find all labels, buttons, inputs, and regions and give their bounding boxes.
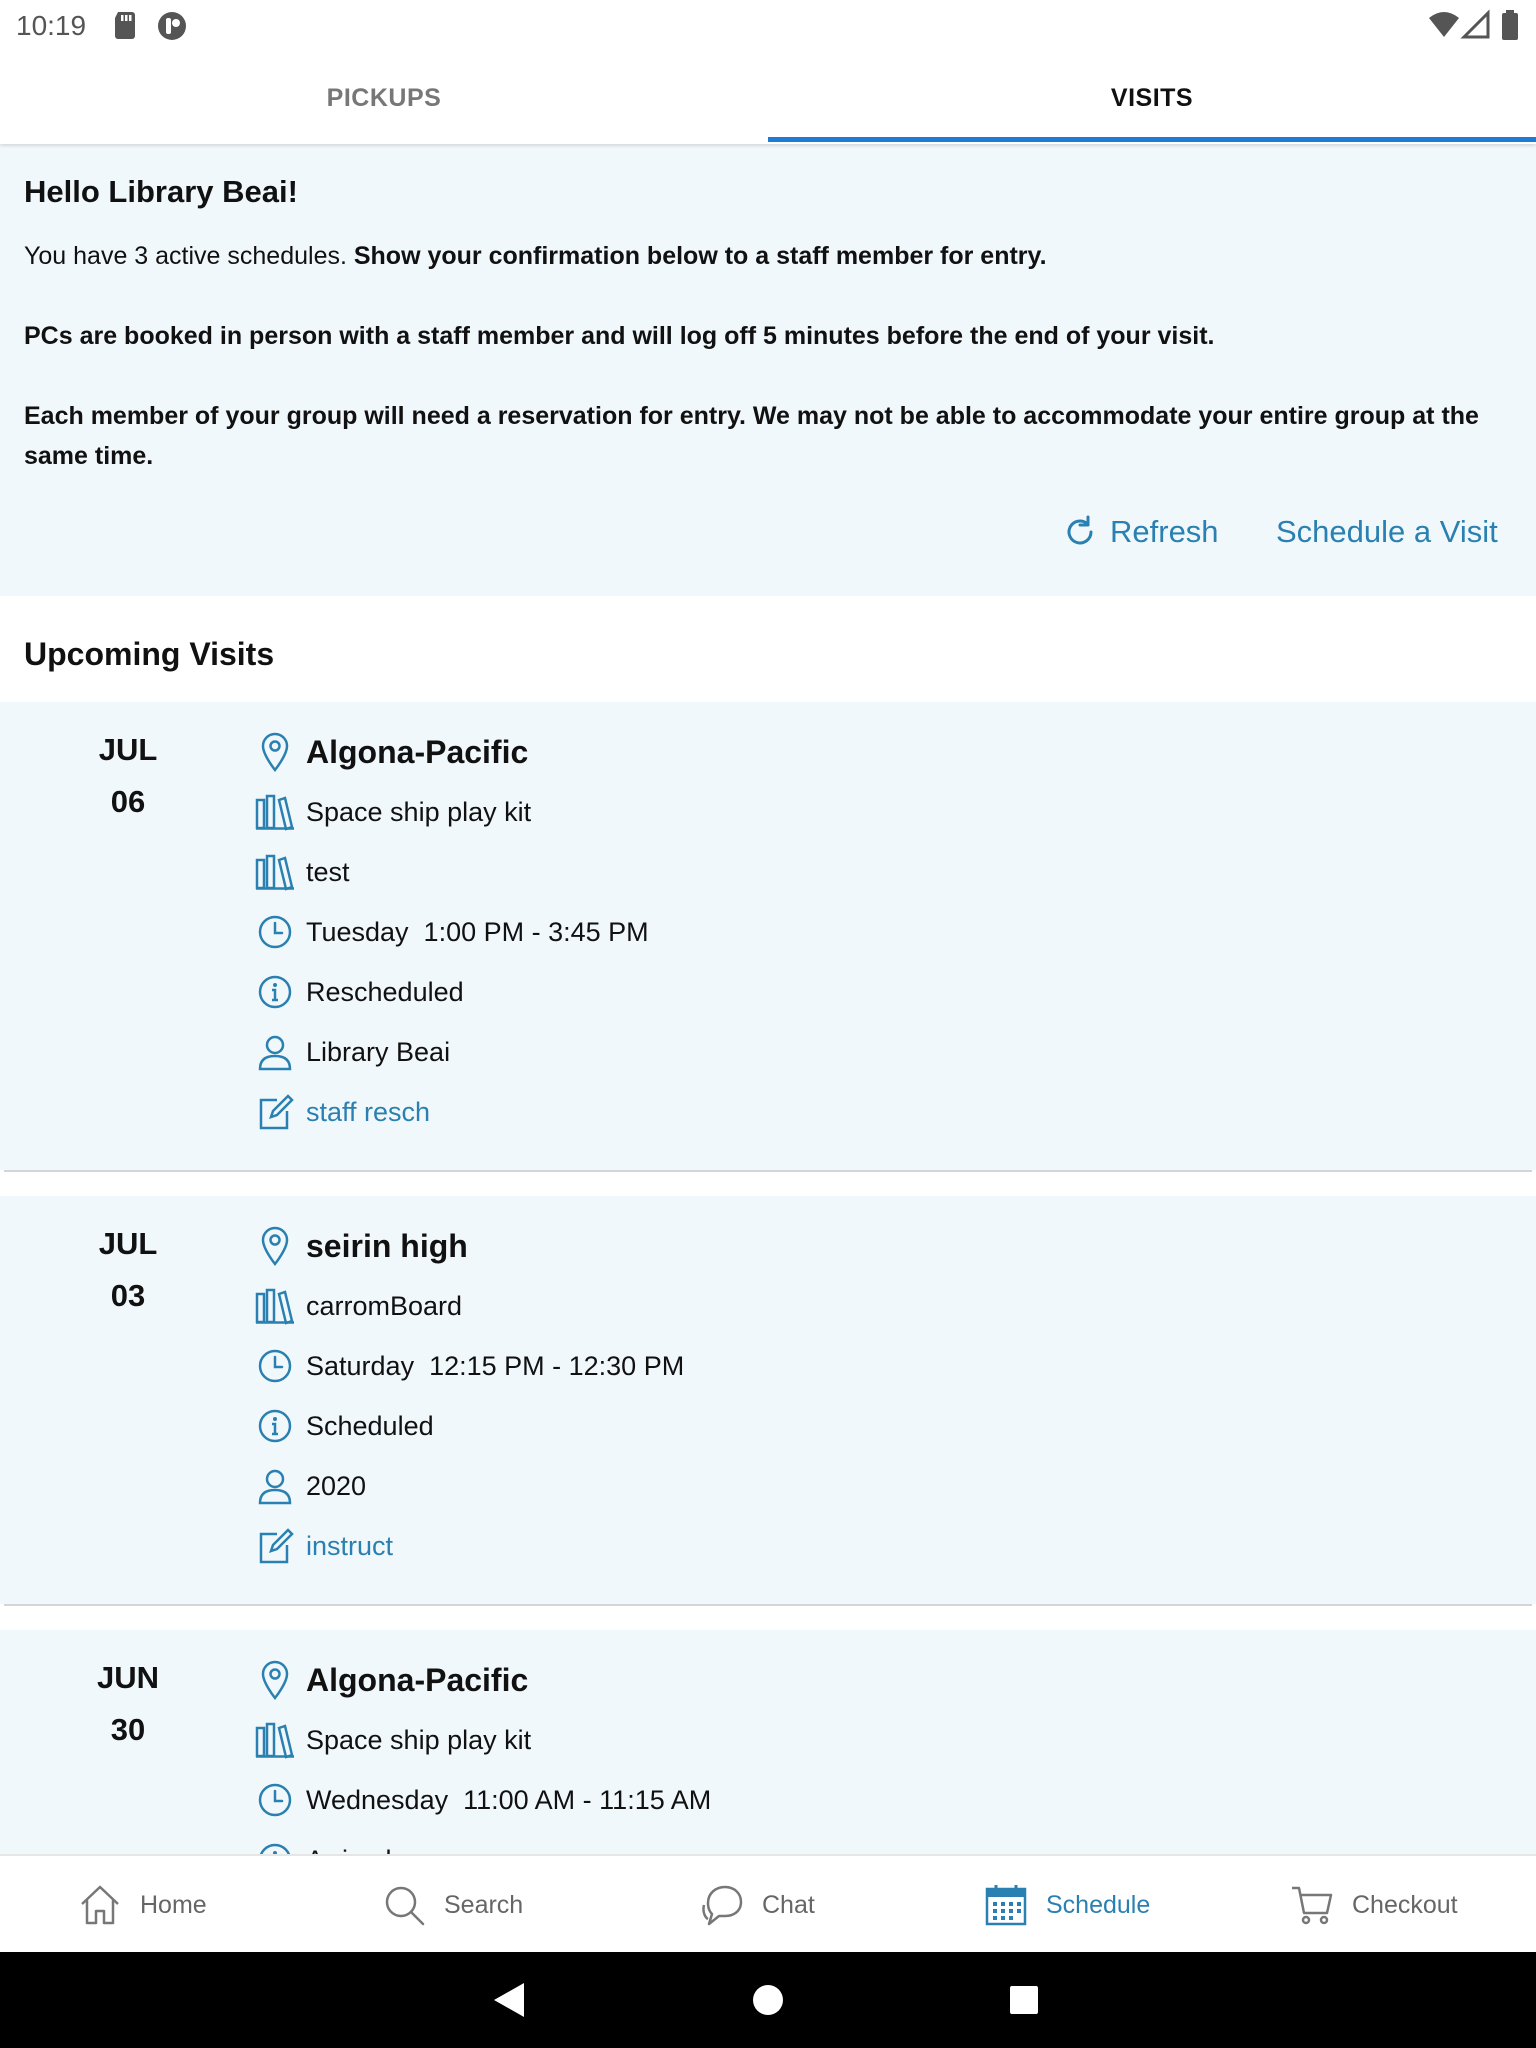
location-pin-icon (256, 731, 294, 773)
sd-card-icon (112, 10, 138, 45)
person-icon (256, 1031, 294, 1073)
pc-booking-notice: PCs are booked in person with a staff member and will log off 5 minutes before the end of your visit. (24, 322, 1215, 350)
confirmation-instruction: Show your confirmation below to a staff member for entry. (353, 242, 1047, 270)
edit-icon (256, 1525, 294, 1567)
books-icon (256, 1285, 294, 1327)
clock-icon (256, 1779, 294, 1821)
schedule-visit-button[interactable] (1276, 514, 1498, 550)
visit-note-link[interactable]: instruct (256, 1518, 393, 1574)
home-icon (78, 1883, 122, 1927)
active-tab-indicator (768, 137, 1536, 142)
visit-time: Tuesday 1:00 PM - 3:45 PM (256, 904, 649, 960)
cart-icon (1290, 1883, 1334, 1927)
visit-card[interactable] (0, 1196, 1536, 1604)
books-icon (256, 791, 294, 833)
info-icon (256, 971, 294, 1013)
status-bar (0, 0, 1536, 50)
greeting-heading: Hello Library Beai! (24, 174, 298, 209)
visit-location: Algona-Pacific (256, 724, 528, 780)
group-reservation-notice: Each member of your group will need a reservation for entry. We may not be able to accommodate your entire group at the same time. (24, 402, 1479, 470)
visit-month: JUN (96, 1660, 159, 1695)
visit-item: test (256, 844, 350, 900)
visit-location: Algona-Pacific (256, 1652, 528, 1708)
status-time: 10:19 (16, 10, 87, 41)
nav-home[interactable]: Home (78, 1856, 207, 1954)
visit-card[interactable] (0, 1630, 1536, 1854)
app-notification-icon (156, 10, 188, 47)
cell-signal-icon (1462, 12, 1490, 43)
clock-icon (256, 1345, 294, 1387)
battery-icon (1500, 10, 1520, 45)
visit-month: JUL (98, 1226, 158, 1261)
home-circle-icon (751, 1983, 785, 2017)
chat-icon (700, 1883, 744, 1927)
visit-item: Space ship play kit (256, 1712, 531, 1768)
visit-person: Library Beai (256, 1024, 450, 1080)
visit-day: 30 (110, 1712, 146, 1747)
books-icon (256, 1719, 294, 1761)
nav-schedule[interactable]: Schedule (984, 1856, 1150, 1954)
refresh-button[interactable] (1062, 514, 1219, 550)
home-system-button[interactable] (728, 1952, 808, 2048)
wifi-icon (1428, 12, 1460, 43)
search-icon (382, 1883, 426, 1927)
location-pin-icon (256, 1225, 294, 1267)
recents-button[interactable] (984, 1952, 1064, 2048)
intro-panel (0, 144, 1536, 596)
active-schedules-count-text: You have 3 active schedules. (24, 242, 354, 270)
calendar-icon (984, 1883, 1028, 1927)
visit-person: 2020 (256, 1458, 366, 1514)
tab-visits[interactable]: VISITS (1110, 83, 1194, 112)
info-icon (256, 1405, 294, 1447)
nav-chat[interactable]: Chat (700, 1856, 815, 1954)
visit-status: Rescheduled (256, 964, 464, 1020)
back-button[interactable] (470, 1952, 550, 2048)
visit-time: Saturday 12:15 PM - 12:30 PM (256, 1338, 684, 1394)
visit-item: Space ship play kit (256, 784, 531, 840)
visit-note-link[interactable]: staff resch (256, 1084, 430, 1140)
upcoming-visits-heading: Upcoming Visits (24, 636, 275, 672)
person-icon (256, 1465, 294, 1507)
back-triangle-icon (492, 1981, 528, 2019)
books-icon (256, 851, 294, 893)
location-pin-icon (256, 1659, 294, 1701)
nav-search[interactable]: Search (382, 1856, 523, 1954)
refresh-icon (1062, 514, 1098, 550)
edit-icon (256, 1091, 294, 1133)
visit-item: carromBoard (256, 1278, 462, 1334)
clock-icon (256, 911, 294, 953)
refresh-label: Refresh (1110, 514, 1219, 549)
schedule-visit-label: Schedule a Visit (1276, 514, 1498, 549)
card-divider (4, 1604, 1532, 1606)
tab-bar (0, 52, 1536, 144)
visit-card[interactable] (0, 702, 1536, 1170)
bottom-navigation (0, 1854, 1536, 1954)
visit-month: JUL (98, 732, 158, 767)
nav-checkout[interactable]: Checkout (1290, 1856, 1458, 1954)
recents-square-icon (1008, 1984, 1040, 2016)
visit-day: 06 (110, 784, 146, 819)
card-divider (4, 1170, 1532, 1172)
visit-time: Wednesday 11:00 AM - 11:15 AM (256, 1772, 711, 1828)
tab-pickups[interactable]: PICKUPS (326, 83, 442, 112)
visit-status: Scheduled (256, 1398, 434, 1454)
system-navigation-bar (0, 1952, 1536, 2048)
visit-location: seirin high (256, 1218, 468, 1274)
visit-day: 03 (110, 1278, 146, 1313)
active-schedules-text (24, 236, 1504, 276)
